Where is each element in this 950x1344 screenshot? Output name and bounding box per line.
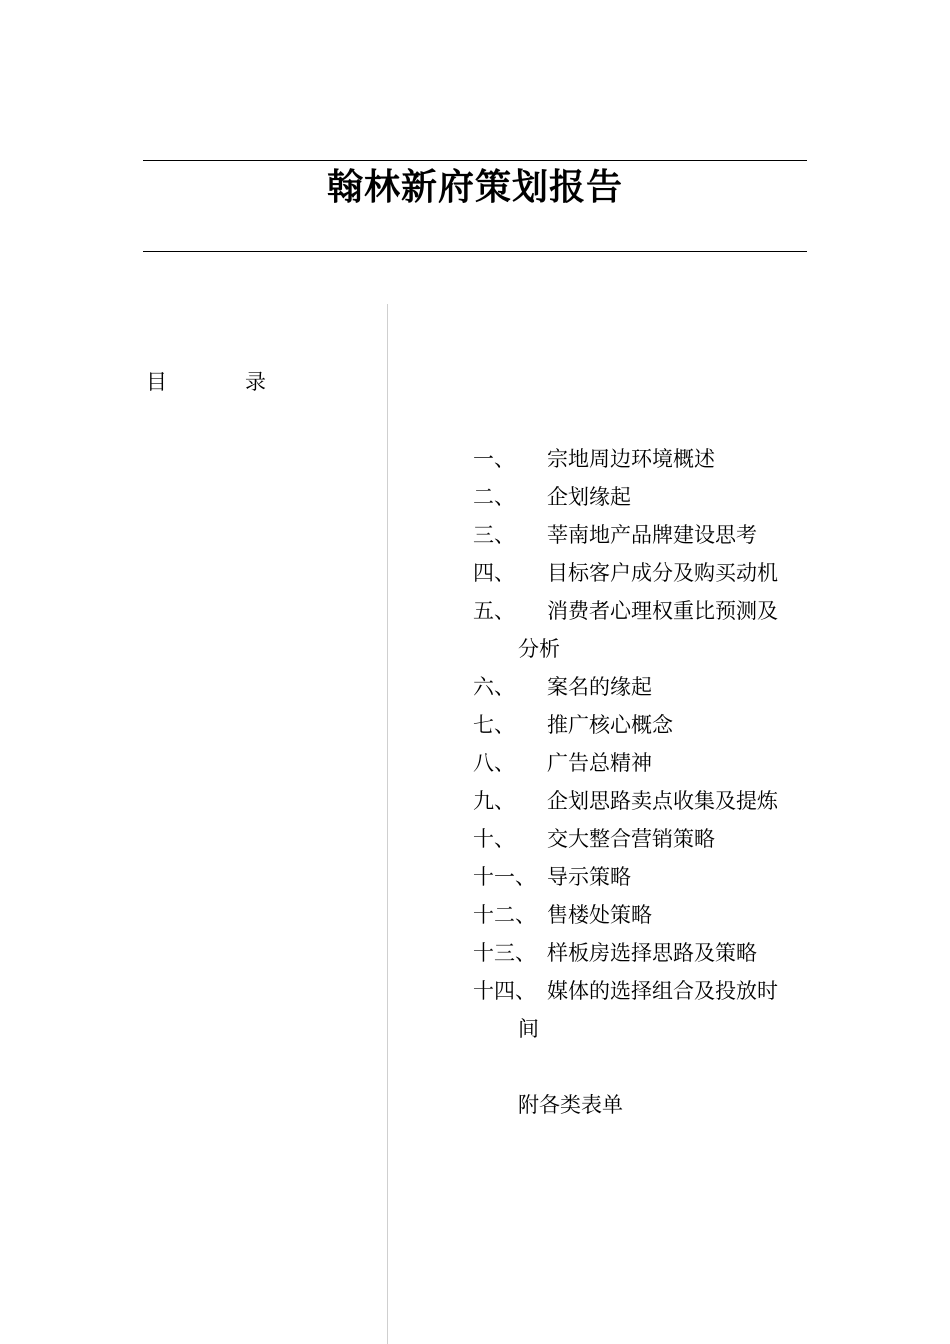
title-rule-bottom	[143, 251, 807, 252]
toc-list	[473, 440, 813, 1124]
toc-item	[473, 706, 813, 744]
toc-item	[473, 744, 813, 782]
toc-item-text: 目标客户成分及购买动机	[547, 561, 778, 585]
toc-item	[473, 478, 813, 516]
toc-item	[473, 668, 813, 706]
toc-item-continuation: 分析	[518, 637, 560, 661]
toc-item	[473, 934, 813, 972]
toc-item-number: 七、	[473, 713, 515, 737]
toc-item-text: 案名的缘起	[547, 675, 652, 699]
toc-item-number: 八、	[473, 751, 515, 775]
toc-item-text: 消费者心理权重比预测及	[547, 599, 778, 623]
toc-item-number: 十四、	[473, 979, 536, 1003]
toc-item-text: 莘南地产品牌建设思考	[547, 523, 757, 547]
toc-item-text: 售楼处策略	[547, 903, 652, 927]
toc-item	[473, 516, 813, 554]
toc-item	[473, 592, 813, 630]
toc-item-text: 广告总精神	[547, 751, 652, 775]
toc-item-text: 企划思路卖点收集及提炼	[547, 789, 778, 813]
toc-item-number: 五、	[473, 599, 515, 623]
toc-item-number: 二、	[473, 485, 515, 509]
toc-item-continuation: 间	[518, 1017, 539, 1041]
toc-item	[473, 972, 813, 1010]
toc-item	[473, 820, 813, 858]
toc-heading	[146, 369, 266, 395]
toc-item	[473, 782, 813, 820]
toc-item-number: 十三、	[473, 941, 536, 965]
document-title: 翰林新府策划报告	[326, 166, 623, 208]
toc-item-number: 十、	[473, 827, 515, 851]
appendix-label: 附各类表单	[518, 1093, 623, 1117]
toc-item-number: 十二、	[473, 903, 536, 927]
toc-item-number: 三、	[473, 523, 515, 547]
toc-item-text: 企划缘起	[547, 485, 631, 509]
title-rule-top	[143, 160, 807, 161]
toc-item-number: 四、	[473, 561, 515, 585]
toc-item-number: 一、	[473, 447, 515, 471]
toc-item-text: 导示策略	[547, 865, 631, 889]
column-divider	[387, 304, 388, 1344]
toc-item-number: 十一、	[473, 865, 536, 889]
toc-heading-right: 录	[245, 370, 266, 394]
toc-item-text: 交大整合营销策略	[547, 827, 715, 851]
toc-item	[473, 896, 813, 934]
toc-item	[473, 554, 813, 592]
toc-item	[473, 440, 813, 478]
toc-item-text: 媒体的选择组合及投放时	[547, 979, 778, 1003]
toc-item-number: 六、	[473, 675, 515, 699]
toc-item-text: 推广核心概念	[547, 713, 673, 737]
toc-heading-left: 目	[146, 370, 167, 394]
toc-item-text: 宗地周边环境概述	[547, 447, 715, 471]
toc-item-number: 九、	[473, 789, 515, 813]
toc-item-text: 样板房选择思路及策略	[547, 941, 757, 965]
toc-item	[473, 858, 813, 896]
